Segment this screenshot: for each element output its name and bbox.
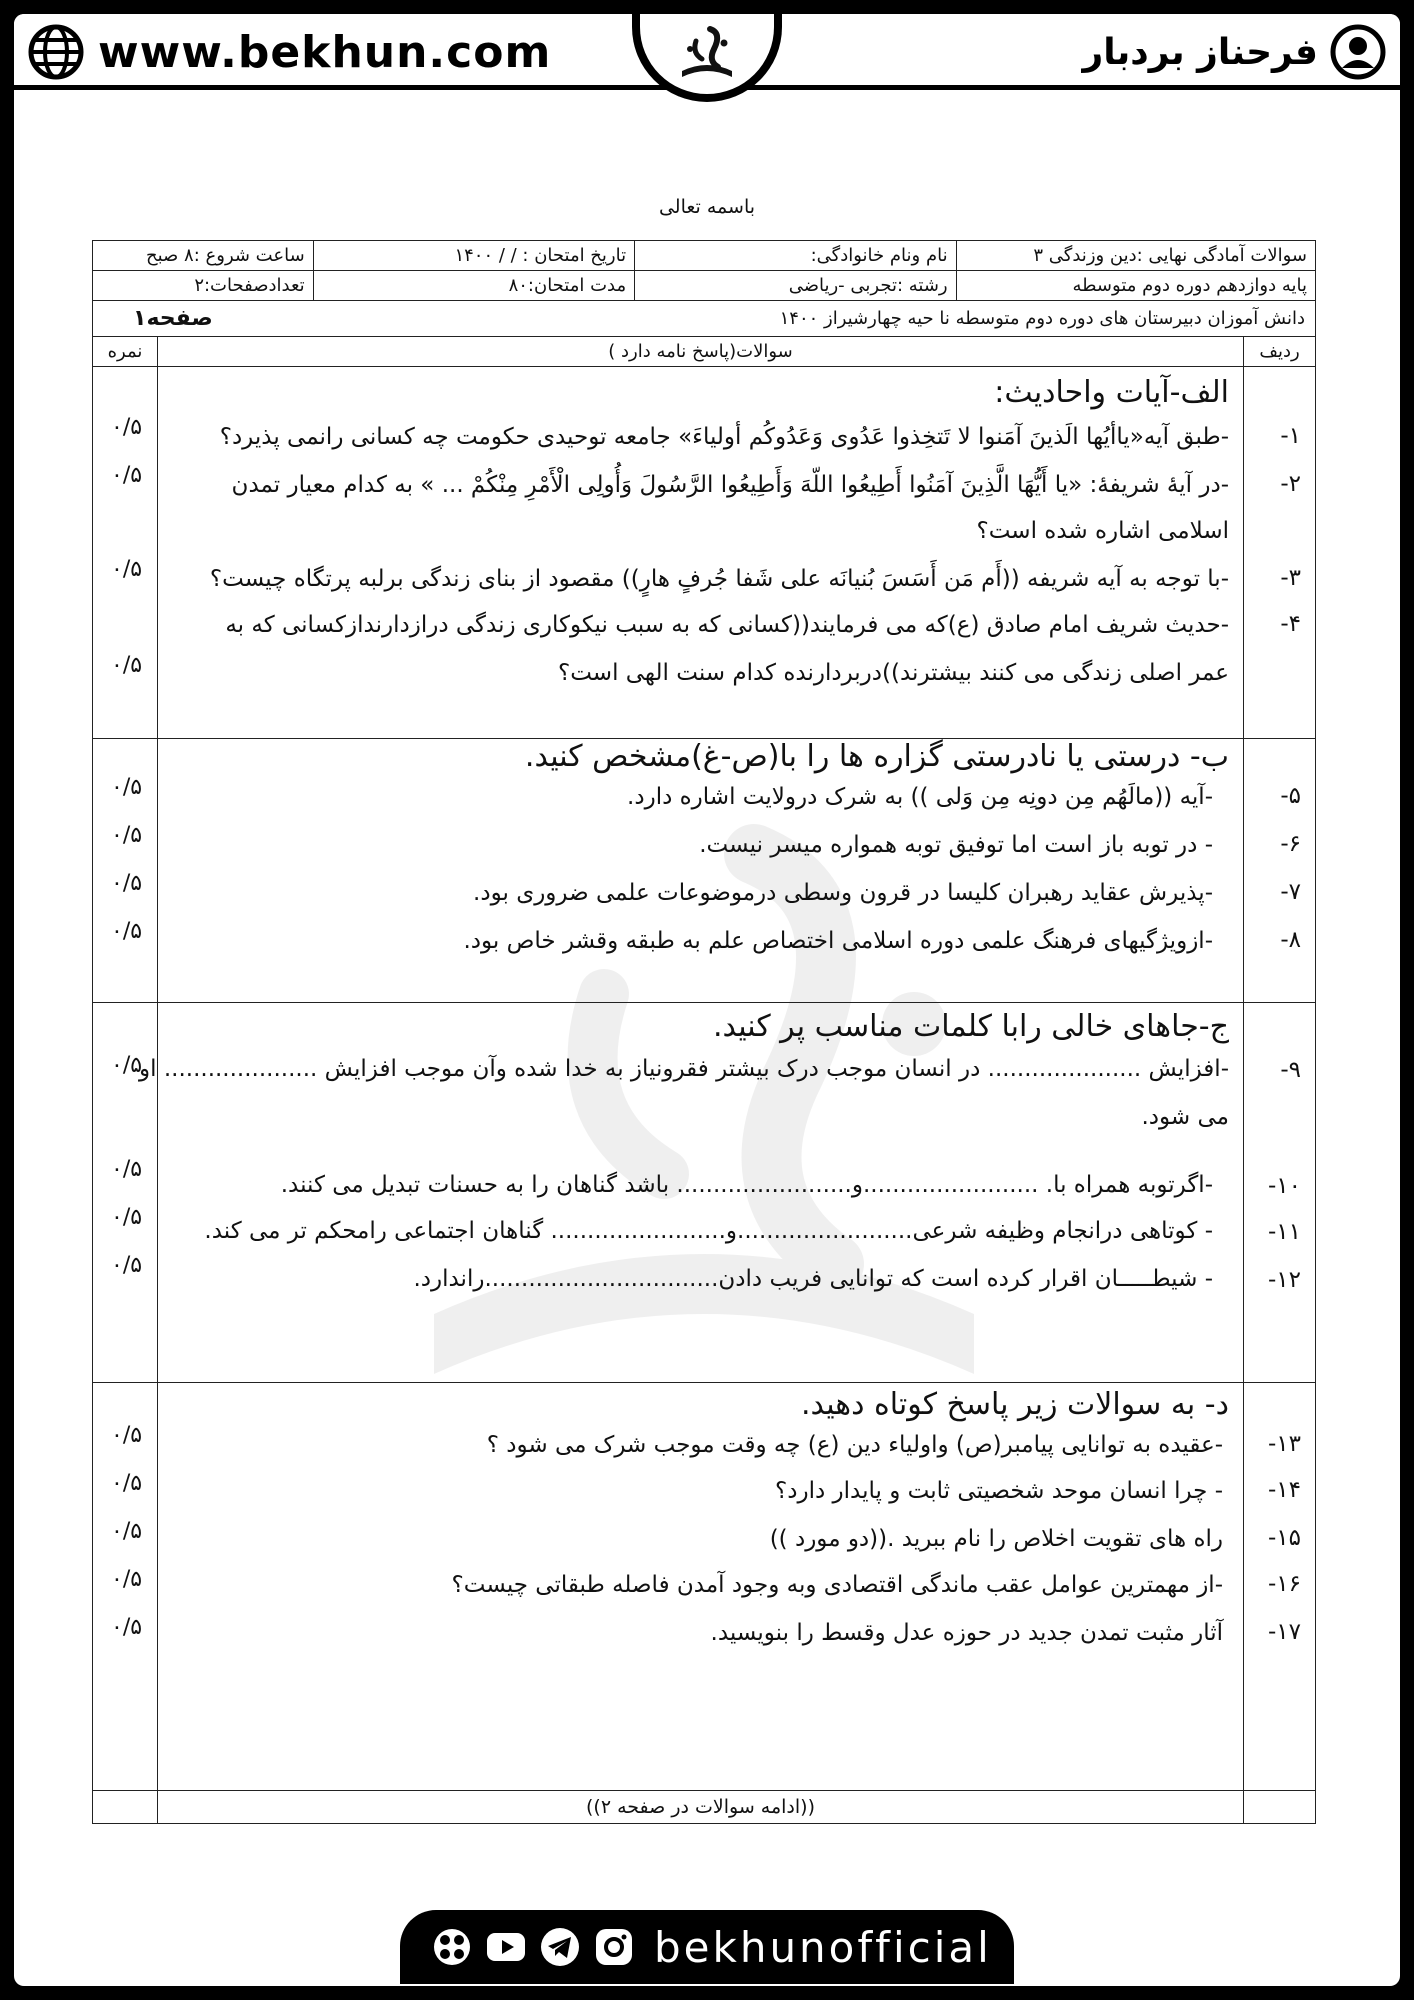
question-text: اسلامی اشاره شده است؟ (976, 518, 1229, 544)
exam-title: سوالات آمادگی نهایی :دین وزندگی ۳ (956, 241, 1315, 270)
question-number: ۱۷- (1267, 1619, 1301, 1645)
question-number: ۴- (1280, 611, 1301, 637)
logo (640, 14, 774, 94)
question-score: ۰/۵ (111, 823, 143, 848)
author-block (1082, 24, 1386, 80)
section-title: د- به سوالات زیر پاسخ کوتاه دهید. (800, 1387, 1229, 1422)
grade: پایه دوازدهم دوره دوم متوسطه (956, 271, 1315, 300)
social-bar (400, 1910, 1014, 1984)
question-number: ۲- (1280, 471, 1301, 497)
continuation-row (93, 1791, 1315, 1823)
question-number: ۱- (1280, 423, 1301, 449)
question-score: ۰/۵ (111, 1567, 143, 1592)
question-text: -ازویژگیهای فرهنگ علمی دوره اسلامی اختصاص علم به طبقه وقشر خاص بود. (463, 928, 1213, 954)
question-text: -افزایش ..................... در انسان موجب درک بیشتر فقرونیاز به خدا شده وآن موجب افزایش ..................... او (139, 1056, 1229, 1082)
bismillah-heading: باسمه تعالی (658, 196, 756, 218)
question-score: ۰/۵ (111, 1157, 143, 1182)
question-text: آثار مثبت تمدن جدید در حوزه عدل وقسط را بنویسید. (710, 1620, 1223, 1646)
question-score: ۰/۵ (111, 775, 143, 800)
question-score: ۰/۵ (111, 871, 143, 896)
question-text: -از مهمترین عوامل عقب ماندگی اقتصادی وبه وجود آمدن فاصله طبقاتی چیست؟ (451, 1572, 1223, 1598)
question-number: ۱۰- (1267, 1173, 1301, 1199)
question-score: ۰/۵ (111, 1519, 143, 1544)
question-score: ۰/۵ (111, 557, 143, 582)
question-score: ۰/۵ (111, 1053, 143, 1078)
question-score: ۰/۵ (111, 1615, 143, 1640)
section-b (93, 739, 1315, 1003)
continuation-note: ((ادامه سوالات در صفحه ۲)) (157, 1791, 1243, 1823)
question-text: - شیطـــــان اقرار کرده است که توانایی فریب دادن................................راندارد. (413, 1266, 1213, 1292)
question-text: -طبق آیه«یاأیُها الَذینَ آمَنوا لا تَتخِذوا عَدُوی وَعَدُوکُم أولیاءَ» جامعه توحیدی حکومت چه کسانی رانمی پذیرد؟ (219, 424, 1229, 450)
instagram-icon[interactable] (592, 1925, 636, 1969)
user-icon (1330, 24, 1386, 80)
youtube-icon[interactable] (484, 1925, 528, 1969)
question-number: ۶- (1280, 831, 1301, 857)
start-time: ساعت شروع :۸ صبح (145, 245, 305, 266)
name-label: نام ونام خانوادگی: (634, 241, 955, 270)
question-number: ۱۳- (1267, 1431, 1301, 1457)
info-row-1 (93, 241, 1315, 271)
question-score: ۰/۵ (111, 1423, 143, 1448)
question-number: ۳- (1280, 565, 1301, 591)
question-score: ۰/۵ (111, 919, 143, 944)
column-header (93, 337, 1315, 367)
section-title: الف-آیات واحادیث: (994, 375, 1229, 410)
telegram-icon[interactable] (538, 1925, 582, 1969)
author-name: فرحناز بردبار (1082, 31, 1318, 73)
info-row-2 (93, 271, 1315, 301)
aparat-icon[interactable] (430, 1925, 474, 1969)
question-score: ۰/۵ (111, 463, 143, 488)
students-row (93, 301, 1315, 337)
question-text: عمر اصلی زندگی می کنند بیشترند))دربردارنده کدام سنت الهی است؟ (558, 660, 1229, 686)
question-text: -پذیرش عقاید رهبران کلیسا در قرون وسطی درموضوعات علمی ضروری بود. (473, 880, 1213, 906)
question-text: می شود. (1141, 1104, 1229, 1130)
page-label: صفحه۱ (133, 306, 213, 331)
question-text: - کوتاهی درانجام وظیفه شرعی........................و........................ گناهان اجتماعی رامحکم تر می کند. (204, 1218, 1213, 1244)
question-score: ۰/۵ (111, 1471, 143, 1496)
section-title: ب- درستی یا نادرستی گزاره ها را با(ص-غ)مشخص کنید. (524, 739, 1229, 774)
question-number: ۱۱- (1267, 1219, 1301, 1245)
logo-tab (632, 14, 782, 102)
question-text: راه های تقویت اخلاص را نام ببرید .((دو مورد )) (769, 1526, 1223, 1552)
question-number: ۸- (1280, 927, 1301, 953)
duration: مدت امتحان:۸۰ (313, 271, 634, 300)
exam-sheet (92, 240, 1316, 1824)
question-text: -با توجه به آیه شریفه ((أَم مَن أَسَسَ بُنیانَه علی شَفا جُرفٍ هارٍ)) مقصود از بنای زندگی برلبه پرتگاه چیست؟ (209, 566, 1229, 592)
students-line: دانش آموزان دبیرستان های دوره دوم متوسطه نا حیه چهارشیراز ۱۴۰۰ (779, 308, 1305, 329)
field: رشته :تجربی -ریاضی (634, 271, 955, 300)
question-number: ۹- (1280, 1057, 1301, 1083)
section-a (93, 367, 1315, 739)
column-score: نمره (107, 341, 143, 362)
question-text: -اگرتوبه همراه با. ........................و........................ باشد گناهان را به حسنات تبدیل می کنند. (280, 1172, 1213, 1198)
question-number: ۵- (1280, 783, 1301, 809)
column-questions: سوالات(پاسخ نامه دارد ) (157, 337, 1243, 366)
page-count: تعدادصفحات:۲ (194, 275, 305, 296)
question-score: ۰/۵ (111, 1253, 143, 1278)
site-link[interactable] (28, 24, 551, 80)
section-title: ج-جاهای خالی رابا کلمات مناسب پر کنید. (712, 1009, 1229, 1044)
question-score: ۰/۵ (111, 415, 143, 440)
question-score: ۰/۵ (111, 1205, 143, 1230)
question-number: ۱۶- (1267, 1571, 1301, 1597)
question-text: - چرا انسان موحد شخصیتی ثابت و پایدار دارد؟ (775, 1478, 1223, 1504)
question-score: ۰/۵ (111, 653, 143, 678)
section-d (93, 1383, 1315, 1791)
question-number: ۱۵- (1267, 1525, 1301, 1551)
question-number: ۱۲- (1267, 1267, 1301, 1293)
site-url[interactable]: www.bekhun.com (98, 26, 552, 78)
question-number: ۷- (1280, 879, 1301, 905)
social-handle[interactable]: bekhunofficial (654, 1922, 992, 1972)
book-logo-icon (662, 19, 752, 89)
globe-icon (28, 24, 84, 80)
question-text: -در آیهٔ شریفهٔ: «یا أَیُّهَا الَّذِینَ آمَنُوا أَطِیعُوا اللّهَ وَأَطِیعُوا الرَّسُولَ وَأُولِی الْأَمْرِ مِنْکُمْ ... » به کدام معیار تمدن (231, 472, 1229, 498)
site-header (14, 14, 1400, 90)
question-number: ۱۴- (1267, 1477, 1301, 1503)
exam-date: تاریخ امتحان : / / ۱۴۰۰ (313, 241, 634, 270)
column-row: ردیف (1243, 337, 1315, 366)
question-text: - در توبه باز است اما توفیق توبه همواره میسر نیست. (699, 832, 1213, 858)
section-c (93, 1003, 1315, 1383)
question-text: -آیه ((مالَهُم مِن دونِه مِن وَلی )) به شرک درولایت اشاره دارد. (627, 784, 1213, 810)
question-text: -عقیده به توانایی پیامبر(ص) واولیاء دین (ع) چه وقت موجب شرک می شود ؟ (486, 1432, 1223, 1458)
question-text: -حدیث شریف امام صادق (ع)که می فرمایند((کسانی که به سبب نیکوکاری زندگی درازدارندازکسانی که به (225, 612, 1229, 638)
page-frame (14, 14, 1400, 1986)
